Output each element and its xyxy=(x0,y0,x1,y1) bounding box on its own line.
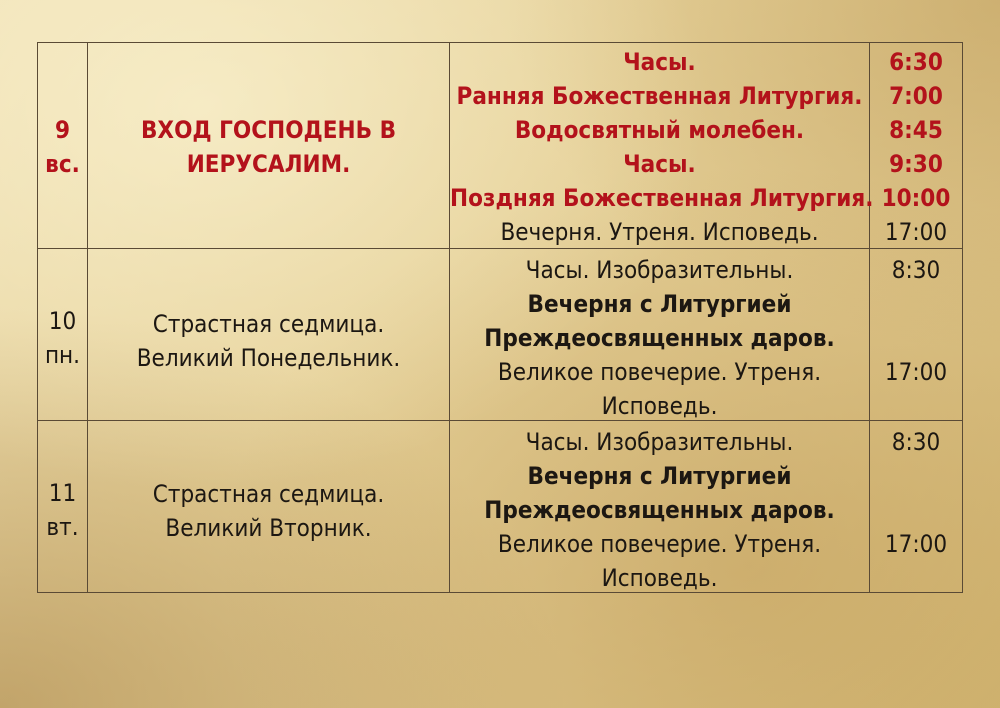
service-line: Поздняя Божественная Литургия. xyxy=(450,184,874,212)
date-cell xyxy=(38,249,88,420)
time-value: 8:30 xyxy=(891,428,941,456)
schedule-table xyxy=(37,42,963,593)
time-value: 6:30 xyxy=(889,48,943,76)
time-value: 17:00 xyxy=(884,218,948,246)
service-line: Вечерня с Литургией xyxy=(527,290,792,318)
title-line: ИЕРУСАЛИМ. xyxy=(186,150,351,178)
day-number: 11 xyxy=(48,479,77,507)
time-value: 17:00 xyxy=(884,530,948,558)
service-line: Великое повечерие. Утреня. xyxy=(497,358,822,386)
service-line: Водосвятный молебен. xyxy=(514,116,805,144)
service-line: Часы. xyxy=(623,48,696,76)
title-cell xyxy=(88,43,450,248)
weekday: вс. xyxy=(45,150,80,178)
time-value: 8:30 xyxy=(891,256,941,284)
service-line: Исповедь. xyxy=(601,564,718,592)
service-line: Преждеосвященных даров. xyxy=(484,324,835,352)
times-cell xyxy=(870,249,962,420)
date-cell xyxy=(38,43,88,248)
service-line: Часы. xyxy=(623,150,696,178)
title-line: Великий Вторник. xyxy=(165,514,372,542)
service-line: Ранняя Божественная Литургия. xyxy=(456,82,863,110)
services-cell xyxy=(450,249,870,420)
time-value: 10:00 xyxy=(881,184,951,212)
service-line: Великое повечерие. Утреня. xyxy=(497,530,822,558)
services-cell xyxy=(450,43,874,248)
day-number: 10 xyxy=(48,307,77,335)
title-line: Великий Понедельник. xyxy=(136,344,401,372)
table-row xyxy=(38,248,962,420)
table-row xyxy=(38,43,962,248)
service-line: Часы. Изобразительны. xyxy=(525,256,794,284)
time-value: 8:45 xyxy=(889,116,943,144)
time-value: 7:00 xyxy=(889,82,943,110)
date-cell xyxy=(38,421,88,592)
times-cell xyxy=(870,421,962,592)
services-cell xyxy=(450,421,870,592)
title-line: Страстная седмица. xyxy=(152,480,385,508)
service-line: Преждеосвященных даров. xyxy=(484,496,835,524)
weekday: пн. xyxy=(44,341,81,369)
times-cell xyxy=(870,43,962,248)
time-value: 17:00 xyxy=(884,358,948,386)
table-row xyxy=(38,420,962,592)
time-value: 9:30 xyxy=(889,150,943,178)
service-line: Вечерня. Утреня. Исповедь. xyxy=(500,218,819,246)
service-line: Часы. Изобразительны. xyxy=(525,428,794,456)
title-line: Страстная седмица. xyxy=(152,310,385,338)
day-number: 9 xyxy=(54,116,71,144)
service-line: Вечерня с Литургией xyxy=(527,462,792,490)
title-line: ВХОД ГОСПОДЕНЬ В xyxy=(140,116,397,144)
weekday: вт. xyxy=(46,513,79,541)
title-cell xyxy=(88,421,450,592)
title-cell xyxy=(88,249,450,420)
service-line: Исповедь. xyxy=(601,392,718,420)
